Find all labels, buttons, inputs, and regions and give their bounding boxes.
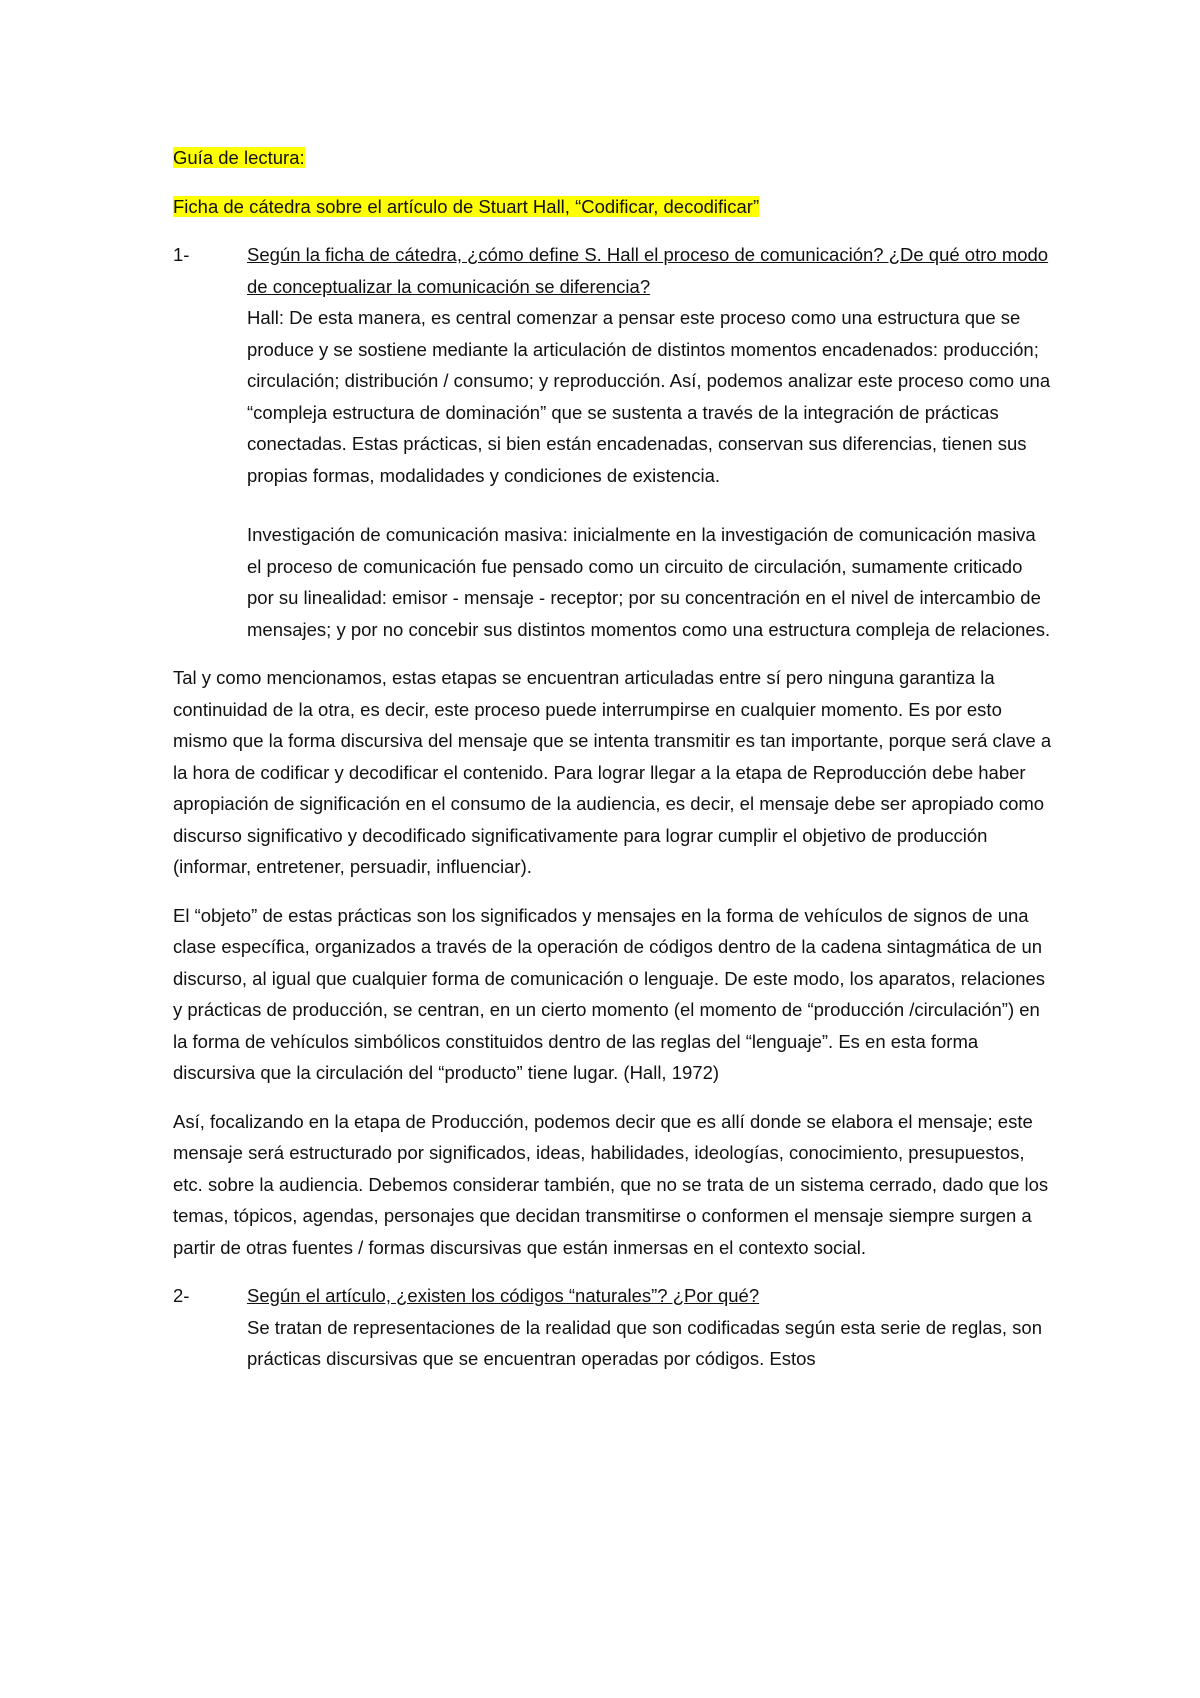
- document-body: [173, 142, 1053, 1375]
- question-number: 1-: [173, 244, 190, 265]
- question-text: Según el artículo, ¿existen los códigos “naturales”? ¿Por qué?: [247, 1285, 760, 1306]
- document-title: Guía de lectura:: [173, 147, 305, 168]
- question-number: 2-: [173, 1285, 190, 1306]
- answer-paragraph: Investigación de comunicación masiva: inicialmente en la investigación de comunicación masiva el proceso de comunicación fue pensado como un circuito de circulación, sumamente criticado por su linealidad: emisor - mensaje - receptor; por su concentración en el nivel de intercambio de mensajes; y por no concebir sus distintos momentos como una estructura compleja de relaciones.: [247, 524, 1051, 640]
- body-paragraph: El “objeto” de estas prácticas son los significados y mensajes en la forma de vehículos de signos de una clase específica, organizados a través de la operación de códigos dentro de la cadena sintagmática de un discurso, al igual que cualquier forma de comunicación o lenguaje. De este modo, los aparatos, relaciones y prácticas de producción, se centran, en un cierto momento (el momento de “producción /circulación”) en la forma de vehículos simbólicos constituidos dentro de las reglas del “lenguaje”. Es en esta forma discursiva que la circulación del “producto” tiene lugar. (Hall, 1972): [173, 904, 1046, 1083]
- answer-spacer: [247, 491, 1053, 519]
- body-paragraph: Así, focalizando en la etapa de Producción, podemos decir que es allí donde se elabora el mensaje; este mensaje será estructurado por significados, ideas, habilidades, ideologías, conocimiento, presupuestos, etc. sobre la audiencia. Debemos considerar también, que no se trata de un sistema cerrado, dado que los temas, tópicos, agendas, personajes que decidan transmitirse o conformen el mensaje siempre surgen a partir de otras fuentes / formas discursivas que están inmersas en el contexto social.: [173, 1110, 1049, 1258]
- question-item-1: [173, 239, 1053, 645]
- document-subtitle: Ficha de cátedra sobre el artículo de Stuart Hall, “Codificar, decodificar”: [173, 195, 760, 217]
- question-item-2: [173, 1280, 1053, 1375]
- question-text: Según la ficha de cátedra, ¿cómo define S. Hall el proceso de comunicación? ¿De qué otro modo de conceptualizar la comunicación se diferencia?: [247, 244, 1049, 297]
- answer-paragraph: Hall: De esta manera, es central comenzar a pensar este proceso como una estructura que se produce y se sostiene mediante la articulación de distintos momentos encadenados: producción; circulación; distribución / consumo; y reproducción. Así, podemos analizar este proceso como una “compleja estructura de dominación” que se sustenta a través de la integración de prácticas conectadas. Estas prácticas, si bien están encadenadas, conservan sus diferencias, tienen sus propias formas, modalidades y condiciones de existencia.: [247, 307, 1051, 486]
- answer-paragraph: Se tratan de representaciones de la realidad que son codificadas según esta serie de reglas, son prácticas discursivas que se encuentran operadas por códigos. Estos: [247, 1316, 1042, 1369]
- body-paragraph: Tal y como mencionamos, estas etapas se encuentran articuladas entre sí pero ninguna garantiza la continuidad de la otra, es decir, este proceso puede interrumpirse en cualquier momento. Es por esto mismo que la forma discursiva del mensaje que se intenta transmitir es tan importante, porque será clave a la hora de codificar y decodificar el contenido. Para lograr llegar a la etapa de Reproducción debe haber apropiación de significación en el consumo de la audiencia, es decir, el mensaje debe ser apropiado como discurso significativo y decodificado significativamente para lograr cumplir el objetivo de producción (informar, entretener, persuadir, influenciar).: [173, 667, 1052, 877]
